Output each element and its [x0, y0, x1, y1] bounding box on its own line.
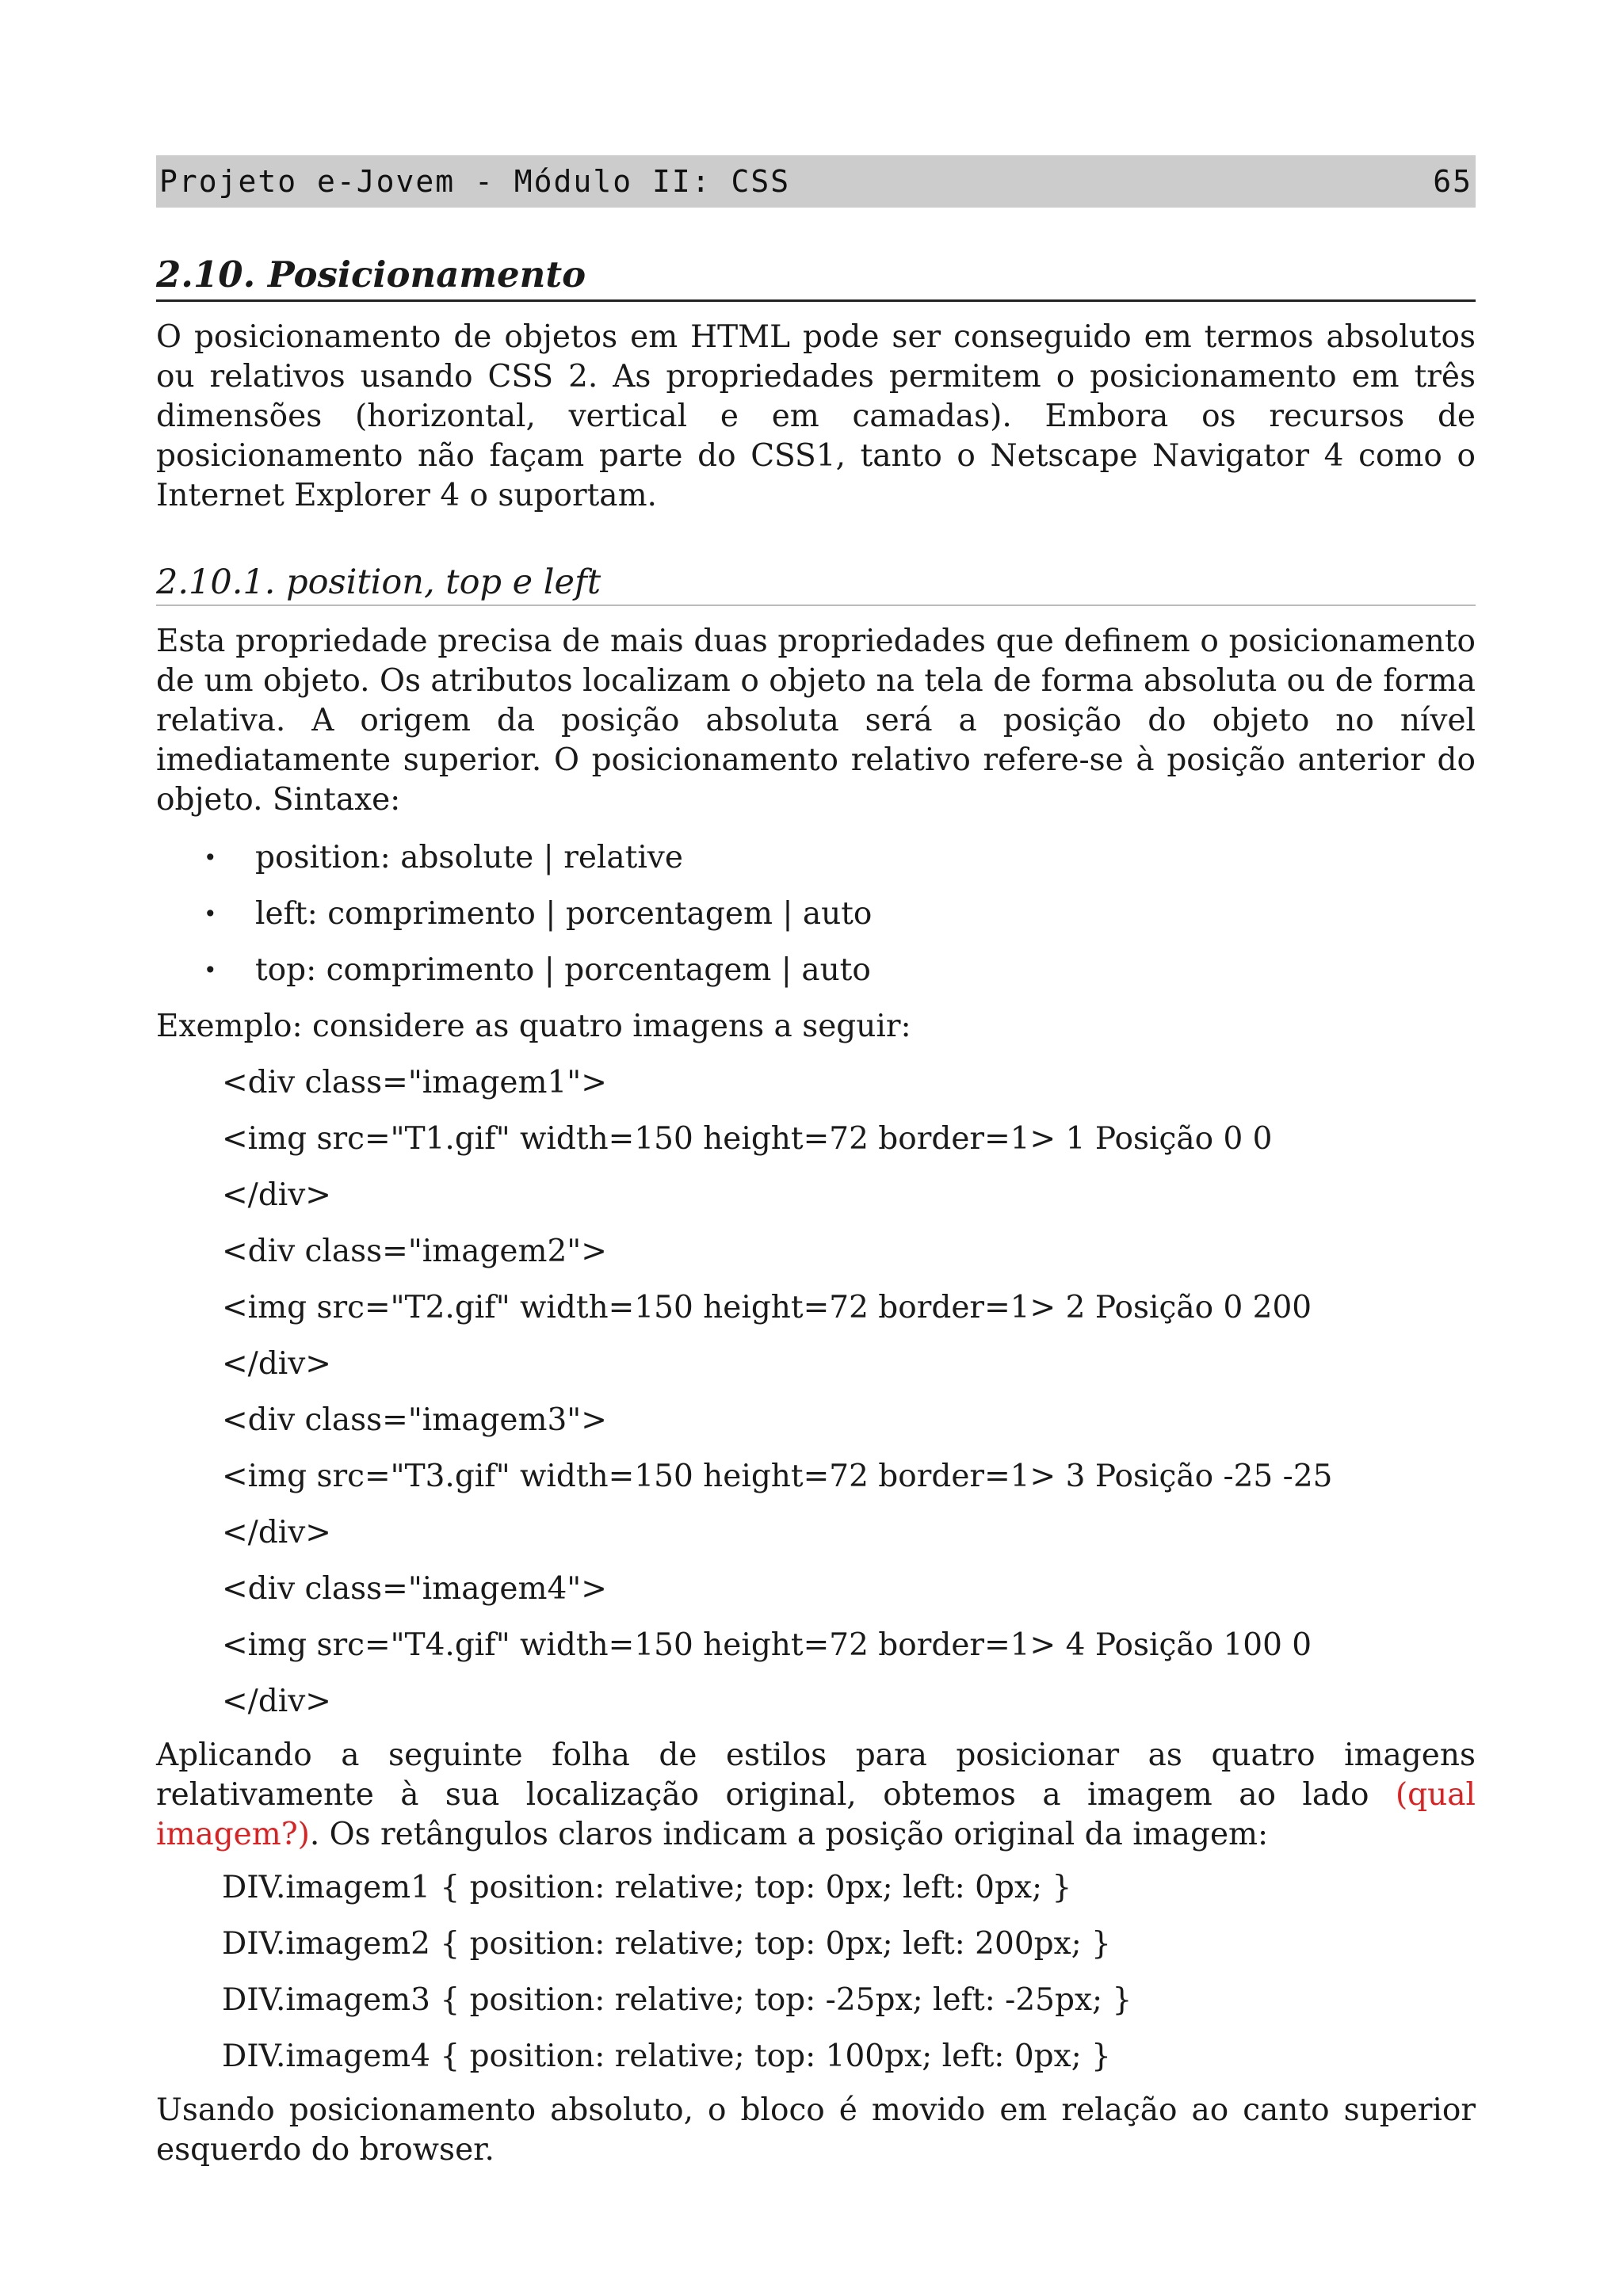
bullet-text: top: comprimento | porcentagem | auto: [255, 952, 871, 988]
page-header: [156, 155, 1476, 208]
css-code-block: [156, 1859, 1476, 2084]
bullet-text: position: absolute | relative: [255, 840, 683, 875]
code-line: </div>: [222, 1684, 331, 1719]
code-line: <div class="imagem2">: [222, 1234, 607, 1269]
example-label: Exemplo: considere as quatro imagens a seguir:: [156, 1009, 911, 1044]
code-line: </div>: [222, 1177, 331, 1213]
code-line: <div class="imagem3">: [222, 1402, 607, 1438]
code-line: <img src="T4.gif" width=150 height=72 border=1> 4 Posição 100 0: [222, 1627, 1312, 1663]
applying-text-before: Aplicando a seguinte folha de estilos para posicionar as quatro imagens relativamente à sua localização original, obtemos a imagem ao lado: [156, 1737, 1476, 1813]
section-title: 2.10. Posicionamento: [156, 252, 1476, 302]
applying-text-after: . Os retângulos claros indicam a posição original da imagem:: [309, 1817, 1269, 1852]
code-line: <img src="T1.gif" width=150 height=72 border=1> 1 Posição 0 0: [222, 1121, 1273, 1157]
document-page: [156, 155, 1476, 2170]
section-intro-paragraph: O posicionamento de objetos em HTML pode ser conseguido em termos absolutos ou relativos usando CSS 2. As propriedades permitem o posicionamento em três dimensões (horizontal, vertical e em camadas). Embora os recursos de posicionamento não façam parte do CSS1, tanto o Netscape Navigator 4 como o Internet Explorer 4 o suportam.: [156, 319, 1476, 513]
header-title: Projeto e-Jovem - Módulo II: CSS: [159, 164, 791, 199]
bullet-icon: •: [204, 845, 217, 871]
subsection-description-paragraph: Esta propriedade precisa de mais duas propriedades que definem o posicionamento de um objeto. Os atributos localizam o objeto na tela de forma absoluta ou de forma relativa. A origem da posição absoluta será a posição do objeto no nível imediatamente superior. O posicionamento relativo refere-se à posição anterior do objeto. Sintaxe:: [156, 624, 1476, 818]
code-line: <div class="imagem4">: [222, 1571, 607, 1607]
bullet-text: left: comprimento | porcentagem | auto: [255, 896, 873, 932]
css-rule-line: DIV.imagem4 { position: relative; top: 100px; left: 0px; }: [222, 2039, 1111, 2074]
css-rule-line: DIV.imagem2 { position: relative; top: 0px; left: 200px; }: [222, 1926, 1111, 1962]
syntax-bullet-list: [156, 830, 1476, 998]
subsection-title: 2.10.1. position, top e left: [156, 560, 1476, 606]
list-item: [156, 886, 1476, 942]
css-rule-line: DIV.imagem1 { position: relative; top: 0px; left: 0px; }: [222, 1870, 1072, 1905]
html-code-block: [156, 1055, 1476, 1730]
bullet-icon: •: [204, 957, 217, 983]
missing-image-note: (qual imagem?): [156, 1777, 1476, 1852]
code-line: <img src="T3.gif" width=150 height=72 border=1> 3 Posição -25 -25: [222, 1459, 1333, 1494]
list-item: [156, 942, 1476, 998]
code-line: </div>: [222, 1346, 331, 1382]
closing-paragraph: Usando posicionamento absoluto, o bloco é movido em relação ao canto superior esquerdo do browser.: [156, 2092, 1476, 2168]
bullet-icon: •: [204, 901, 217, 927]
code-line: </div>: [222, 1515, 331, 1550]
list-item: [156, 830, 1476, 886]
css-rule-line: DIV.imagem3 { position: relative; top: -25px; left: -25px; }: [222, 1982, 1132, 2018]
page-number: 65: [1433, 164, 1472, 199]
applying-stylesheet-paragraph: [156, 1736, 1476, 1855]
code-line: <img src="T2.gif" width=150 height=72 border=1> 2 Posição 0 200: [222, 1290, 1312, 1325]
code-line: <div class="imagem1">: [222, 1065, 607, 1100]
